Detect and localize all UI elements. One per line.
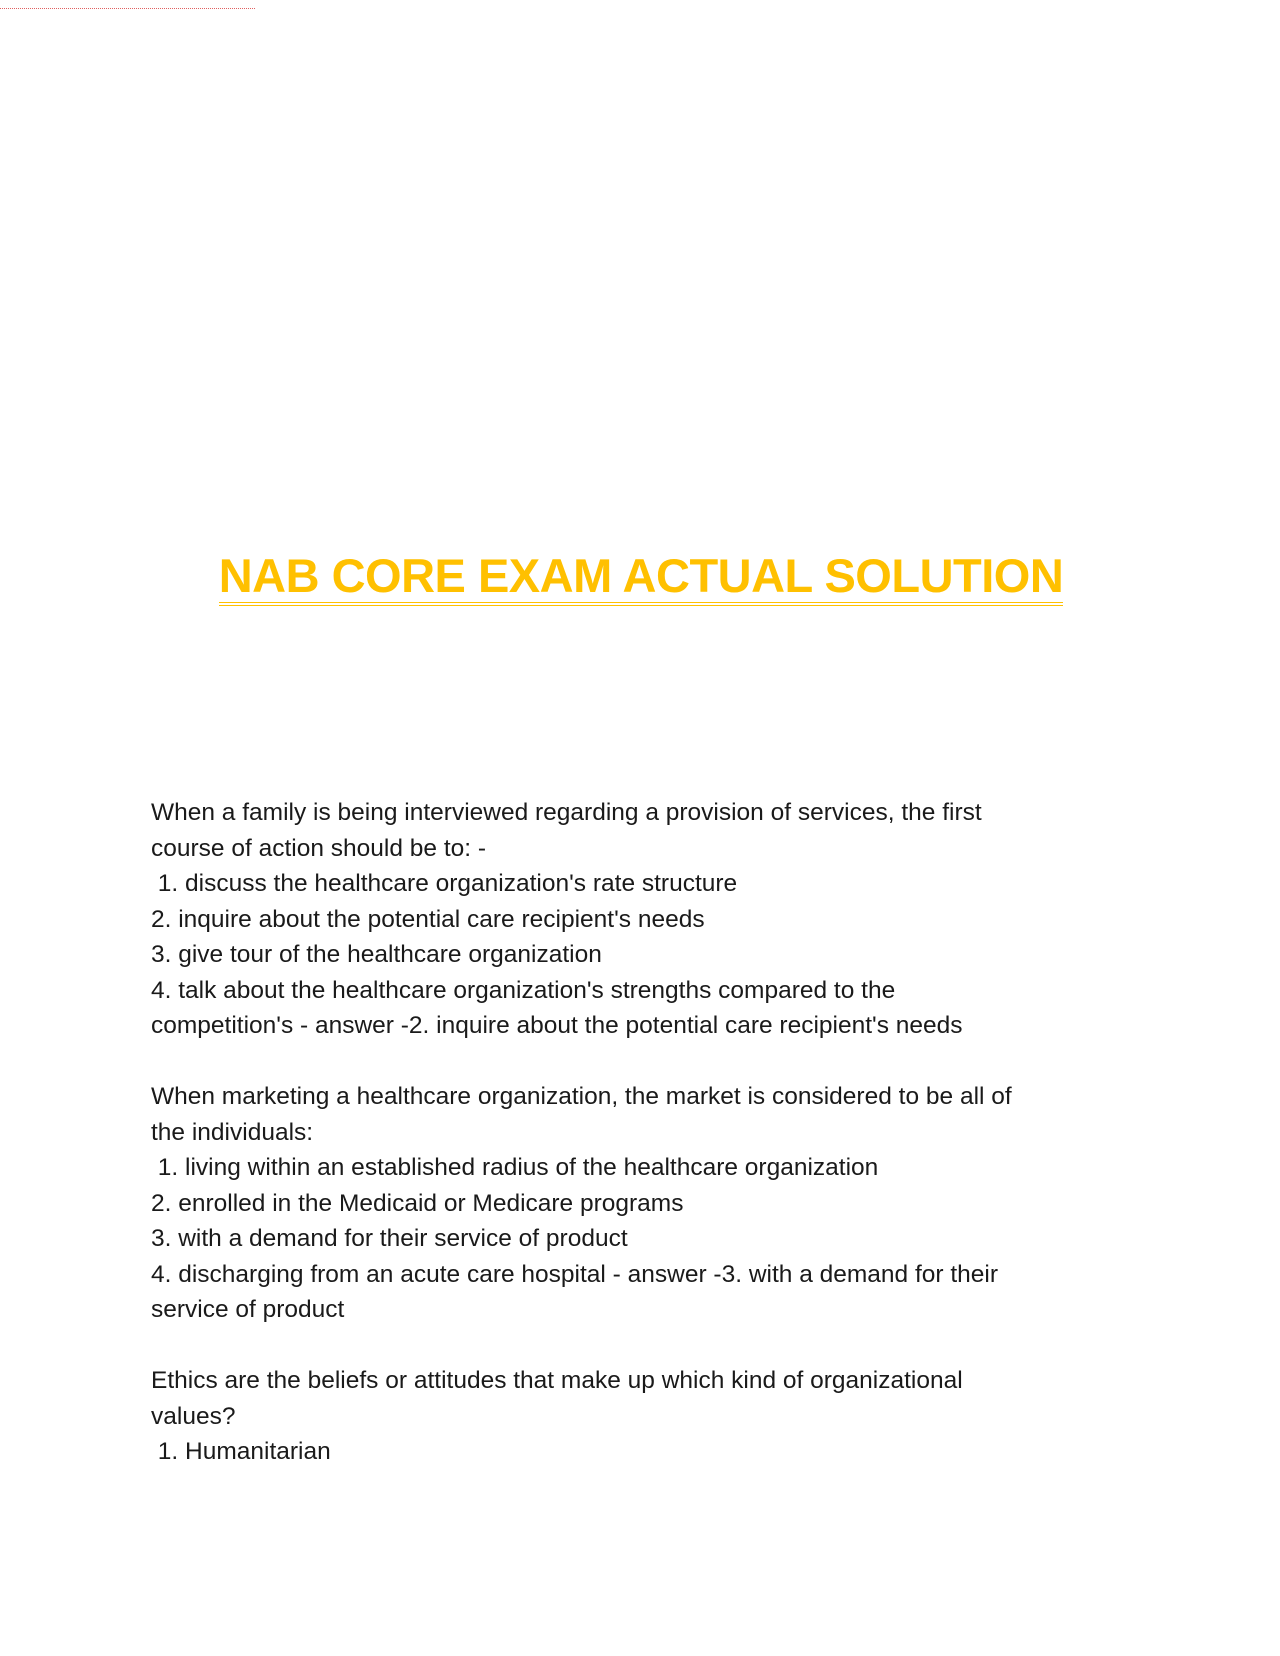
option-line: 1. Humanitarian bbox=[151, 1438, 331, 1465]
question-block bbox=[151, 1363, 1131, 1470]
question-line: Ethics are the beliefs or attitudes that make up which kind of organizational bbox=[151, 1367, 963, 1394]
answer-line: service of product bbox=[151, 1296, 345, 1323]
option-line: 1. living within an established radius of the healthcare organization bbox=[151, 1154, 879, 1181]
option-line: 4. discharging from an acute care hospital - answer -3. with a demand for their bbox=[151, 1260, 999, 1288]
document-title-text: NAB CORE EXAM ACTUAL SOLUTION bbox=[219, 550, 1064, 606]
option-line: 3. with a demand for their service of product bbox=[151, 1225, 628, 1252]
question-block bbox=[151, 1079, 1131, 1328]
question-line: course of action should be to: - bbox=[151, 834, 487, 862]
question-line: the individuals: bbox=[151, 1118, 314, 1146]
option-line: 4. talk about the healthcare organization's strengths compared to the bbox=[151, 976, 896, 1004]
question-list bbox=[151, 795, 1131, 1505]
option-line: 2. inquire about the potential care recipient's needs bbox=[151, 905, 705, 933]
document-title bbox=[151, 548, 1131, 606]
question-block bbox=[151, 795, 1131, 1044]
option-line: 1. discuss the healthcare organization's rate structure bbox=[151, 870, 738, 897]
option-line: 2. enrolled in the Medicaid or Medicare programs bbox=[151, 1189, 684, 1217]
option-line: 3. give tour of the healthcare organization bbox=[151, 941, 602, 968]
answer-line: competition's - answer -2. inquire about the potential care recipient's needs bbox=[151, 1012, 963, 1039]
header-dotted-rule bbox=[0, 8, 255, 9]
question-line: When marketing a healthcare organization, the market is considered to be all of bbox=[151, 1083, 1012, 1110]
question-line: When a family is being interviewed regarding a provision of services, the first bbox=[151, 799, 982, 826]
question-line: values? bbox=[151, 1402, 236, 1430]
